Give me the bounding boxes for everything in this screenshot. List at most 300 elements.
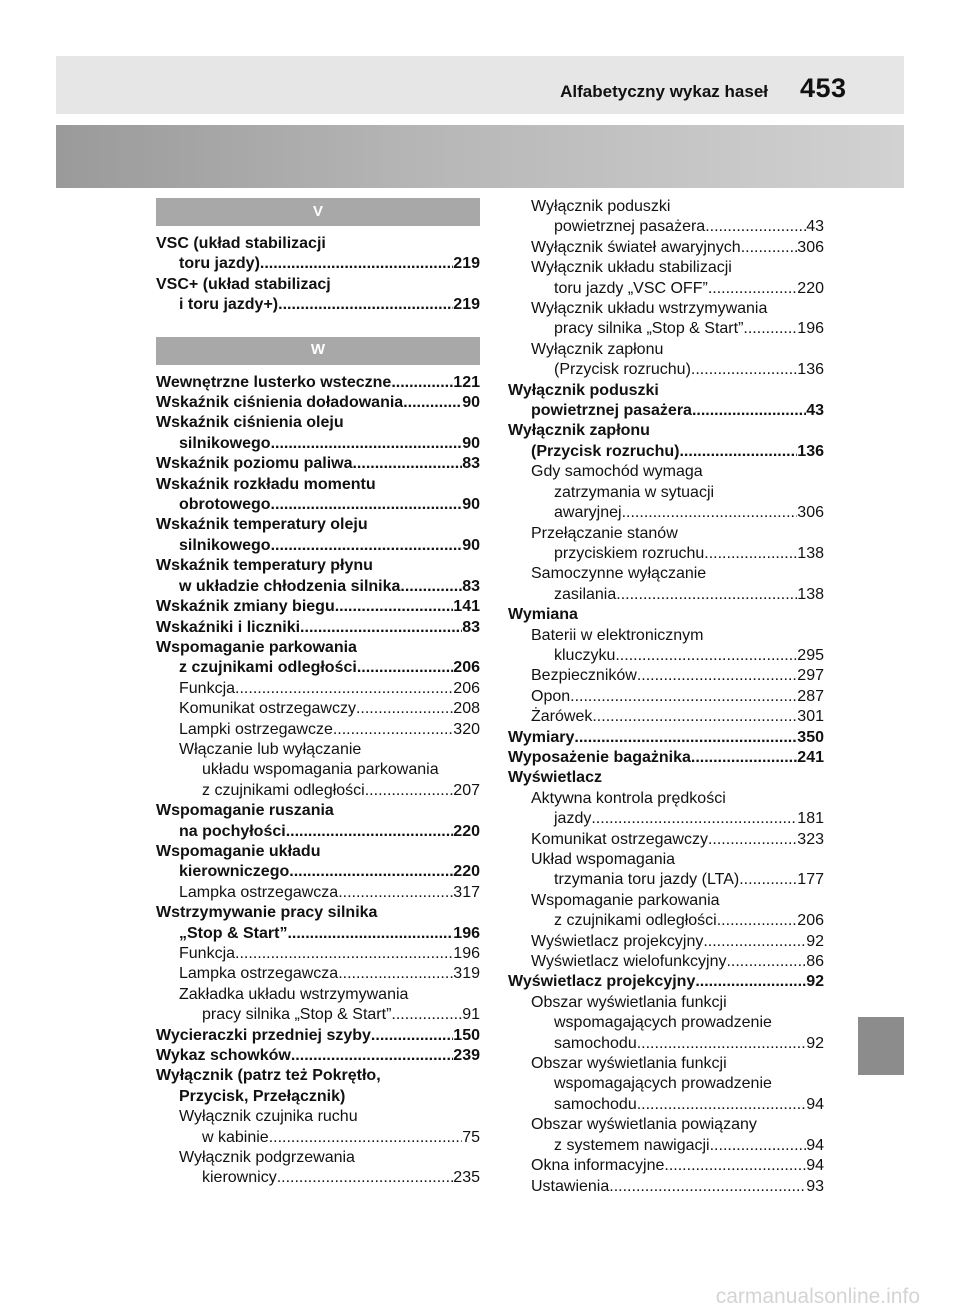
index-entry-text: Wyłącznik zapłonu	[508, 422, 650, 440]
index-entry[interactable]	[508, 197, 824, 238]
index-entry-line	[508, 1054, 824, 1074]
index-entry-line	[156, 822, 480, 842]
index-entry[interactable]	[508, 605, 824, 625]
page-ref[interactable]: 90	[462, 394, 480, 412]
index-entry[interactable]	[508, 850, 824, 891]
index-entry[interactable]	[508, 258, 824, 299]
page-ref[interactable]: 90	[462, 434, 480, 452]
index-entry-line	[508, 197, 824, 217]
index-entry-text: z czujnikami odległości	[179, 659, 357, 677]
leader-dots	[271, 536, 463, 556]
index-entry-text: (Przycisk rozruchu)	[554, 361, 691, 379]
index-entry-line	[508, 666, 824, 686]
leader-dots	[637, 1034, 806, 1054]
leader-dots	[739, 870, 797, 890]
index-entry-text: Wskaźnik ciśnienia doładowania	[156, 394, 404, 412]
index-entry[interactable]	[156, 475, 480, 516]
index-entry[interactable]	[156, 1066, 480, 1107]
index-entry-text: Okna informacyjne	[531, 1157, 665, 1175]
page-ref[interactable]: 241	[797, 748, 824, 766]
leader-dots	[743, 319, 797, 339]
page-ref[interactable]: 206	[453, 679, 480, 697]
index-entry-text: Przycisk, Przełącznik)	[179, 1087, 346, 1105]
index-entry-line	[508, 972, 824, 992]
index-entry-line	[156, 1148, 480, 1168]
page-ref[interactable]: 196	[453, 924, 480, 942]
page-ref[interactable]: 239	[453, 1047, 480, 1065]
index-entry-line	[156, 1168, 480, 1188]
leader-dots	[691, 748, 797, 768]
index-entry-line	[508, 789, 824, 809]
index-entry[interactable]	[508, 789, 824, 830]
page-ref[interactable]: 43	[806, 402, 824, 420]
page-ref[interactable]: 219	[453, 296, 480, 314]
index-entry-text: Wyłącznik czujnika ruchu	[179, 1108, 358, 1126]
index-entry-text: samochodu	[554, 1034, 637, 1052]
leader-dots	[235, 944, 453, 964]
index-entry-line	[156, 924, 480, 944]
page-ref[interactable]: 90	[462, 536, 480, 554]
index-entry-text: Wskaźnik poziomu paliwa	[156, 455, 353, 473]
index-entry[interactable]	[508, 993, 824, 1054]
index-entry[interactable]	[156, 638, 480, 679]
index-entry[interactable]	[508, 666, 824, 686]
index-entry-line	[156, 495, 480, 515]
index-entry[interactable]	[156, 985, 480, 1026]
index-entry[interactable]	[508, 952, 824, 972]
page-ref[interactable]: 121	[453, 373, 480, 391]
index-entry-text: Wyłącznik układu stabilizacji	[531, 259, 732, 277]
index-entry-text: Aktywna kontrola prędkości	[531, 789, 726, 807]
index-entry-line	[156, 1107, 480, 1127]
leader-dots	[622, 503, 798, 523]
page-ref[interactable]: 92	[806, 973, 824, 991]
index-entry[interactable]	[156, 454, 480, 474]
page-ref[interactable]: 196	[797, 320, 824, 338]
index-entry-text: Wspomaganie parkowania	[531, 891, 720, 909]
leader-dots	[391, 1005, 462, 1025]
index-entry-text: Wymiana	[508, 606, 578, 624]
index-entry[interactable]	[508, 1115, 824, 1156]
index-entry-line	[508, 442, 824, 462]
index-entry-line	[156, 275, 480, 295]
index-entry[interactable]	[508, 626, 824, 667]
page-ref[interactable]: 83	[462, 618, 480, 636]
page-ref[interactable]: 83	[462, 577, 480, 595]
page-ref[interactable]: 91	[462, 1006, 480, 1024]
page-ref[interactable]: 86	[806, 953, 824, 971]
index-entry-line	[156, 760, 480, 780]
index-entry-line	[156, 577, 480, 597]
index-entry[interactable]	[156, 515, 480, 556]
index-entry-text: kierownicy	[202, 1169, 277, 1187]
page-ref[interactable]: 317	[453, 883, 480, 901]
index-entry[interactable]	[508, 299, 824, 340]
index-entry-text: Wyświetlacz	[508, 769, 602, 787]
index-entry-line	[508, 1013, 824, 1033]
page-ref[interactable]: 220	[797, 279, 824, 297]
index-entry-line	[156, 1026, 480, 1046]
index-entry-text: Wskaźnik temperatury płynu	[156, 557, 373, 575]
leader-dots	[287, 924, 453, 944]
index-entry-text: Lampka ostrzegawcza	[179, 883, 339, 901]
index-entry[interactable]	[156, 740, 480, 801]
index-entry[interactable]	[156, 944, 480, 964]
page-ref[interactable]: 323	[797, 830, 824, 848]
index-entry[interactable]	[508, 564, 824, 605]
leader-dots	[609, 1177, 806, 1197]
page-ref[interactable]: 136	[797, 442, 824, 460]
index-entry[interactable]	[156, 801, 480, 842]
index-entry-line	[508, 748, 824, 768]
page-ref[interactable]: 83	[462, 455, 480, 473]
page-ref[interactable]: 177	[797, 871, 824, 889]
index-entry-line	[508, 830, 824, 850]
index-entry-line	[508, 360, 824, 380]
index-entry-text: Lampki ostrzegawcze	[179, 720, 333, 738]
index-entry-line	[156, 1128, 480, 1148]
leader-dots	[277, 1168, 454, 1188]
leader-dots	[708, 279, 797, 299]
index-entry-line	[156, 1087, 480, 1107]
index-entry-text: Komunikat ostrzegawczy	[531, 830, 708, 848]
index-entry-line	[508, 381, 824, 401]
page-ref[interactable]: 93	[806, 1177, 824, 1195]
index-entry-line	[156, 454, 480, 474]
index-entry-text: Wyłącznik poduszki	[531, 198, 671, 215]
index-entry-text: VSC (układ stabilizacji	[156, 235, 326, 252]
page-number: 453	[800, 73, 847, 103]
page-ref[interactable]: 141	[453, 598, 480, 616]
index-entry[interactable]	[508, 768, 824, 788]
index-entry-line	[156, 413, 480, 433]
index-entry[interactable]	[156, 413, 480, 454]
index-entry-line	[508, 768, 824, 788]
index-entry-text: Przełączanie stanów	[531, 524, 678, 542]
index-entry-line	[156, 658, 480, 678]
page-ref[interactable]: 92	[806, 932, 824, 950]
page-ref[interactable]: 138	[797, 544, 824, 562]
index-entry-text: Samoczynne wyłączanie	[531, 565, 707, 583]
index-entry-line	[508, 728, 824, 748]
leader-dots	[352, 454, 462, 474]
index-entry-line	[508, 687, 824, 707]
index-entry-text: awaryjnej	[554, 504, 622, 522]
page-ref[interactable]: 75	[462, 1128, 480, 1146]
page-ref[interactable]: 43	[806, 218, 824, 236]
index-entry[interactable]	[156, 842, 480, 883]
page-ref[interactable]: 207	[453, 781, 480, 799]
index-entry-line	[156, 254, 480, 274]
leader-dots	[704, 544, 797, 564]
index-entry-text: Wykaz schowków	[156, 1047, 291, 1065]
index-entry-line	[508, 462, 824, 482]
index-entry[interactable]	[508, 238, 824, 258]
index-entry[interactable]	[508, 687, 824, 707]
index-entry[interactable]	[156, 679, 480, 699]
index-entry-text: pracy silnika „Stop & Start”	[554, 320, 744, 338]
index-entry[interactable]	[508, 972, 824, 992]
index-entry-text: Wspomaganie ruszania	[156, 802, 334, 820]
index-entry-line	[156, 597, 480, 617]
index-entry-line	[508, 503, 824, 523]
leader-dots	[691, 360, 797, 380]
leader-dots	[289, 862, 453, 882]
index-entry-line	[508, 1115, 824, 1135]
index-entry-text: Wyłącznik poduszki	[508, 381, 659, 399]
index-entry-line	[156, 515, 480, 535]
page-ref[interactable]: 350	[797, 728, 824, 746]
index-entry-line	[508, 1095, 824, 1115]
index-entry-text: zatrzymania w sytuacji	[554, 483, 715, 501]
index-entry-text: trzymania toru jazdy (LTA)	[554, 871, 740, 889]
index-entry-text: Wspomaganie układu	[156, 842, 321, 860]
index-entry-line	[508, 340, 824, 360]
index-entry-text: kluczyku	[554, 646, 616, 664]
index-entry-line	[508, 850, 824, 870]
leader-dots	[403, 393, 462, 413]
index-entry-line	[508, 646, 824, 666]
index-entry-line	[508, 279, 824, 299]
index-entry-line	[508, 564, 824, 584]
leader-dots	[726, 952, 806, 972]
page-ref[interactable]: 181	[797, 810, 824, 828]
index-entry-text: Wskaźnik zmiany biegu	[156, 598, 335, 616]
index-entry-text: Funkcja	[179, 679, 236, 697]
page-ref[interactable]: 136	[797, 361, 824, 379]
index-entry-line	[508, 809, 824, 829]
index-entry-text: Obszar wyświetlania funkcji	[531, 1055, 727, 1073]
index-entry[interactable]	[508, 381, 824, 422]
index-entry-line	[508, 238, 824, 258]
index-entry[interactable]	[156, 883, 480, 903]
index-entry-text: silnikowego	[179, 434, 271, 452]
page-ref[interactable]: 320	[453, 720, 480, 738]
index-entry-line	[508, 993, 824, 1013]
index-entry-text: przyciskiem rozruchu	[554, 544, 705, 562]
index-entry[interactable]	[156, 1046, 480, 1066]
leader-dots	[570, 687, 797, 707]
index-entry-line	[508, 626, 824, 646]
page-ref[interactable]: 206	[797, 912, 824, 930]
index-entry[interactable]	[156, 234, 480, 275]
index-entry[interactable]	[156, 556, 480, 597]
page-ref[interactable]: 220	[453, 863, 480, 881]
index-entry-text: pracy silnika „Stop & Start”	[202, 1006, 392, 1024]
index-entry[interactable]	[156, 720, 480, 740]
index-entry[interactable]	[508, 748, 824, 768]
index-entry[interactable]	[508, 340, 824, 381]
index-entry-text: w kabinie	[202, 1128, 269, 1146]
index-entry-line	[156, 536, 480, 556]
index-entry-text: VSC+ (układ stabilizacj	[156, 275, 331, 293]
leader-dots	[338, 883, 453, 903]
page-ref[interactable]: 235	[453, 1169, 480, 1187]
index-entry-text: z czujnikami odległości	[554, 912, 717, 930]
index-entry-text: powietrznej pasażera	[554, 218, 706, 236]
index-entry[interactable]	[156, 373, 480, 393]
index-entry[interactable]	[508, 830, 824, 850]
index-entry-text: Opon	[531, 687, 571, 705]
index-entry[interactable]	[508, 891, 824, 932]
index-entry-line	[508, 401, 824, 421]
leader-dots	[300, 618, 462, 638]
index-entry-line	[156, 903, 480, 923]
page-title: Alfabetyczny wykaz haseł	[560, 82, 768, 101]
leader-dots	[591, 809, 797, 829]
page-ref[interactable]: 90	[462, 496, 480, 514]
leader-dots	[365, 781, 454, 801]
index-entry-text: Wskaźnik rozkładu momentu	[156, 475, 376, 493]
page-ref[interactable]: 301	[797, 708, 824, 726]
index-entry-text: Wskaźnik ciśnienia oleju	[156, 414, 344, 432]
index-entry-line	[156, 234, 480, 254]
page-ref[interactable]: 220	[453, 822, 480, 840]
page-ref[interactable]: 287	[797, 687, 824, 705]
index-entry-line	[156, 964, 480, 984]
index-entry-text: powietrznej pasażera	[531, 402, 692, 420]
index-entry-text: Gdy samochód wymaga	[531, 463, 703, 481]
page-ref[interactable]: 206	[453, 659, 480, 677]
leader-dots	[333, 720, 453, 740]
page-ref[interactable]: 92	[806, 1034, 824, 1052]
page-ref[interactable]: 150	[453, 1026, 480, 1044]
leader-dots	[271, 434, 463, 454]
index-entry[interactable]	[508, 728, 824, 748]
index-entry[interactable]	[508, 524, 824, 565]
index-entry-line	[508, 1074, 824, 1094]
index-entry[interactable]	[508, 462, 824, 523]
index-entry[interactable]	[508, 1177, 824, 1197]
chapter-tab[interactable]	[858, 1017, 904, 1075]
index-entry-line	[156, 801, 480, 821]
index-entry-text: (Przycisk rozruchu)	[531, 442, 680, 460]
index-entry-text: Wyłącznik (patrz też Pokrętło,	[156, 1067, 381, 1085]
index-entry-line	[156, 475, 480, 495]
index-entry-text: Wskaźniki i liczniki	[156, 618, 301, 636]
index-entry[interactable]	[156, 1026, 480, 1046]
index-entry-text: Wyłącznik świateł awaryjnych	[531, 238, 741, 256]
leader-dots	[637, 1095, 806, 1115]
page-ref[interactable]: 297	[797, 667, 824, 685]
index-entry-text: toru jazdy)	[179, 255, 260, 273]
index-entry-line	[156, 1005, 480, 1025]
index-entry-text: Wspomaganie parkowania	[156, 638, 357, 656]
index-entry[interactable]	[156, 597, 480, 617]
index-entry[interactable]	[156, 964, 480, 984]
index-list-w	[156, 373, 480, 1189]
index-entry-text: i toru jazdy+)	[179, 296, 279, 314]
index-entry-text: zasilania	[554, 585, 617, 603]
index-entry[interactable]	[508, 1156, 824, 1176]
watermark: carmanualsonline.info	[715, 1285, 920, 1308]
index-entry[interactable]	[156, 699, 480, 719]
index-entry[interactable]	[508, 1054, 824, 1115]
gradient-band	[56, 125, 904, 188]
index-entry-line	[508, 952, 824, 972]
leader-dots	[705, 217, 806, 237]
index-entry-line	[508, 707, 824, 727]
page-ref[interactable]: 94	[806, 1136, 824, 1154]
index-entry[interactable]	[156, 618, 480, 638]
index-entry-text: Baterii w elektronicznym	[531, 626, 704, 644]
page-ref[interactable]: 295	[797, 646, 824, 664]
leader-dots	[574, 728, 797, 748]
index-entry-text: Komunikat ostrzegawczy	[179, 700, 356, 718]
leader-dots	[592, 707, 797, 727]
index-entry-text: Ustawienia	[531, 1177, 610, 1195]
index-entry-line	[508, 911, 824, 931]
page-ref[interactable]: 306	[797, 238, 824, 256]
page-ref[interactable]: 306	[797, 504, 824, 522]
index-entry[interactable]	[156, 275, 480, 316]
index-entry-line	[508, 1177, 824, 1197]
index-entry[interactable]	[156, 903, 480, 944]
index-entry-line	[156, 618, 480, 638]
index-entry-line	[156, 1046, 480, 1066]
index-entry[interactable]	[508, 707, 824, 727]
index-entry-text: Wyłącznik zapłonu	[531, 340, 664, 358]
index-entry-line	[508, 217, 824, 237]
page-ref[interactable]: 138	[797, 585, 824, 603]
leader-dots	[291, 1046, 453, 1066]
index-entry-text: obrotowego	[179, 496, 271, 514]
index-entry-text: „Stop & Start”	[179, 924, 288, 942]
page-ref[interactable]: 94	[806, 1157, 824, 1175]
leader-dots	[616, 585, 797, 605]
index-entry-line	[508, 544, 824, 564]
page-ref[interactable]: 219	[453, 255, 480, 273]
leader-dots	[357, 658, 453, 678]
index-entry[interactable]	[156, 1107, 480, 1148]
index-entry-line	[156, 373, 480, 393]
index-column-right	[508, 197, 824, 1197]
index-entry-text: Obszar wyświetlania powiązany	[531, 1116, 757, 1134]
index-entry-line	[508, 605, 824, 625]
index-entry[interactable]	[508, 932, 824, 952]
index-entry[interactable]	[156, 1148, 480, 1189]
index-entry-text: w układzie chłodzenia silnika	[179, 577, 401, 595]
index-entry-line	[508, 319, 824, 339]
index-entry-line	[156, 842, 480, 862]
index-entry-text: Wyłącznik układu wstrzymywania	[531, 300, 768, 318]
index-entry[interactable]	[508, 421, 824, 462]
index-entry[interactable]	[156, 393, 480, 413]
index-entry-text: silnikowego	[179, 536, 271, 554]
leader-dots	[278, 295, 453, 315]
index-entry-line	[508, 1156, 824, 1176]
page-ref[interactable]: 319	[453, 965, 480, 983]
leader-dots	[695, 972, 806, 992]
leader-dots	[741, 238, 798, 258]
page-ref[interactable]: 208	[453, 700, 480, 718]
index-entry-text: na pochyłości	[179, 822, 286, 840]
leader-dots	[391, 373, 453, 393]
index-entry-text: Układ wspomagania	[531, 851, 676, 868]
index-entry-text: samochodu	[554, 1095, 637, 1113]
leader-dots	[615, 646, 797, 666]
index-entry-line	[156, 985, 480, 1005]
index-entry-line	[508, 421, 824, 441]
page-ref[interactable]: 196	[453, 945, 480, 962]
page-ref[interactable]: 94	[806, 1095, 824, 1113]
leader-dots	[637, 666, 797, 686]
section-header-v: V	[156, 198, 480, 226]
index-entry-text: wspomagających prowadzenie	[554, 1014, 772, 1032]
index-entry-line	[508, 483, 824, 503]
index-entry-text: Wewnętrzne lusterko wsteczne	[156, 373, 392, 391]
leader-dots	[703, 932, 806, 952]
